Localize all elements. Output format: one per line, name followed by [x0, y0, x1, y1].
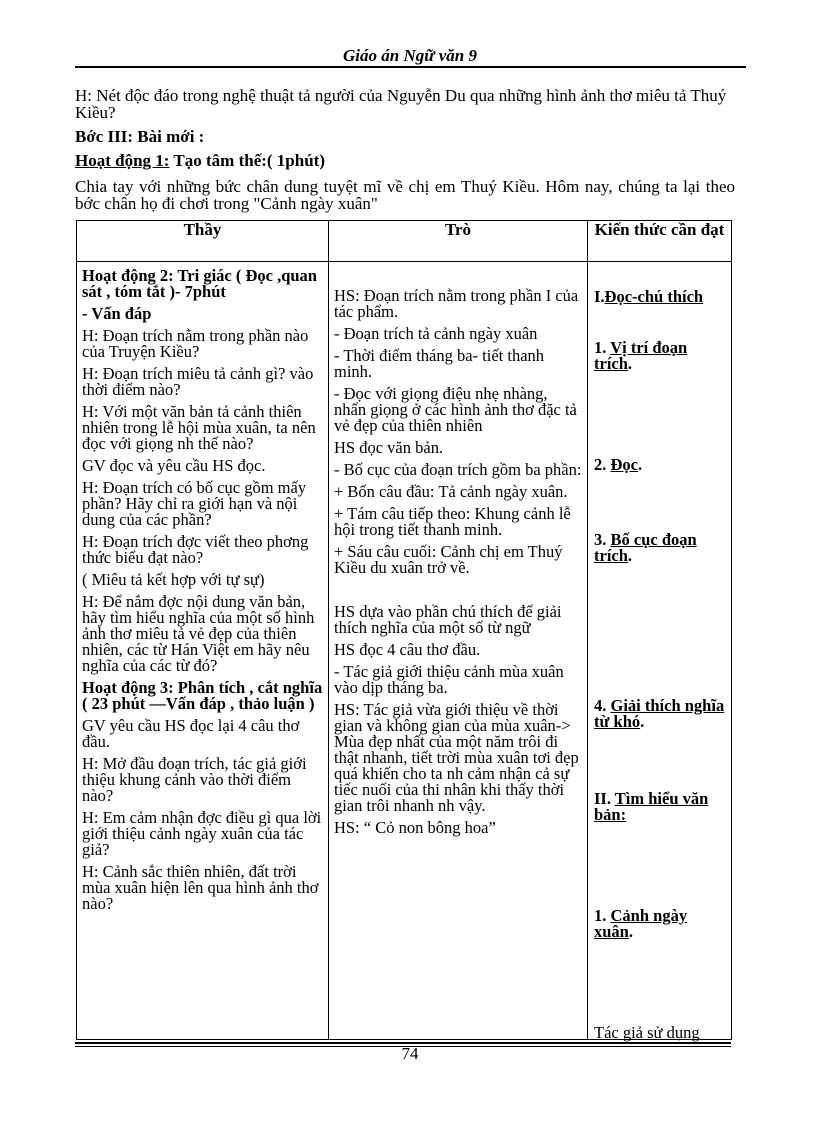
kt-tac-gia: Tác giả sử dụng: [594, 1023, 700, 1042]
header-thay: Thầy: [77, 221, 329, 262]
activity-1-rest: Tạo tâm thế:( 1phút): [169, 151, 325, 170]
kt-giai-thich: 4. Giải thích nghĩa từ khó.: [594, 696, 725, 731]
thay-item: H: Đoạn trích đợc viết theo phơng thức biểu đạt nào?: [82, 532, 309, 567]
thay-column: [77, 262, 329, 1040]
kt-doc-chu-thich: I.Đọc-chú thích: [594, 287, 704, 306]
kt-tim-hieu: II. Tìm hiểu văn bản:: [594, 789, 709, 824]
tro-item: - Đọc với giọng điệu nhẹ nhàng, nhấn giọng ở các hình ảnh thơ đặc tả vẻ đẹp của thiên nhiên: [334, 384, 577, 435]
tro-item: + Tám câu tiếp theo: Khung cảnh lễ hội trong tiết thanh minh.: [334, 504, 571, 539]
thay-item: H: Đoạn trích miêu tả cảnh gì? vào thời điểm nào?: [82, 364, 314, 399]
thay-item: Hoạt động 3: Phân tích , cắt nghĩa ( 23 phút —Vấn đáp , thảo luận ): [82, 678, 323, 713]
intro-paragraph: Chia tay với những bức chân dung tuyệt mĩ về chị em Thuý Kiều. Hôm nay, chúng ta lại theo bớc chân họ đi chơi trong "Cảnh ngày xuân": [75, 177, 735, 213]
thay-item: H: Để nắm đợc nội dung văn bản, hãy tìm hiểu nghĩa của một số hình ảnh thơ miêu tả vẻ đẹp của thiên nhiên, các từ Hán Việt em hãy nêu nghĩa của các từ đó?: [82, 592, 315, 675]
tro-item: HS: Tác giả vừa giới thiệu về thời gian và không gian của mùa xuân-> Mùa đẹp nhất của một năm trôi đi thật nhanh, tiết trời mùa xuân tơi đẹp quá khiến cho ta nh cảm nhận cả sự tiếc nuối của thi nhân khi thấy thời gian trôi nhanh nh vậy.: [334, 700, 579, 815]
tro-item: - Thời điểm tháng ba- tiết thanh minh.: [334, 346, 545, 381]
step-label: Bớc III: Bài mới :: [75, 127, 205, 146]
header-kien-thuc: Kiến thức cần đạt: [588, 221, 732, 262]
tro-item: HS dựa vào phần chú thích để giải thích nghĩa của một số từ ngữ: [334, 602, 562, 637]
tro-item: - Bố cục của đoạn trích gồm ba phần:: [334, 460, 582, 479]
thay-item: - Vấn đáp: [82, 304, 152, 323]
thay-item: ( Miêu tả kết hợp với tự sự): [82, 570, 265, 589]
thay-item: H: Mở đầu đoạn trích, tác giả giới thiệu khung cảnh vào thời điểm nào?: [82, 754, 307, 805]
thay-item: Hoạt động 2: Tri giác ( Đọc ,quan sát , tóm tắt )- 7phút: [82, 266, 317, 301]
tro-item: + Sáu câu cuối: Cảnh chị em Thuý Kiều du xuân trở về.: [334, 542, 563, 577]
activity-1-heading: [75, 152, 735, 169]
table-header-row: [77, 221, 732, 262]
thay-item: H: Đoạn trích nằm trong phần nào của Truyện Kiều?: [82, 326, 309, 361]
tro-item: - Tác giả giới thiệu cảnh mùa xuân vào dịp tháng ba.: [334, 662, 564, 697]
kt-canh-ngay-xuan: 1. Cảnh ngày xuân.: [594, 906, 688, 941]
tro-column: [329, 262, 588, 1040]
thay-item: H: Với một văn bản tả cảnh thiên nhiên trong lễ hội mùa xuân, ta nên đọc với giọng nh thế nào?: [82, 402, 316, 453]
thay-item: H: Cảnh sắc thiên nhiên, đất trời mùa xuân hiện lên qua hình ảnh thơ nào?: [82, 862, 319, 913]
tro-item: HS: “ Cỏ non bông hoa”: [334, 818, 496, 837]
thay-item: GV đọc và yêu cầu HS đọc.: [82, 456, 266, 475]
header-rule: [75, 66, 746, 68]
thay-item: GV yêu cầu HS đọc lại 4 câu thơ đầu.: [82, 716, 300, 751]
thay-item: H: Đoạn trích có bố cục gồm mấy phần? Hãy chỉ ra giới hạn và nội dung của các phần?: [82, 478, 307, 529]
page-number: 74: [401, 1044, 419, 1063]
tro-item: - Đoạn trích tả cảnh ngày xuân: [334, 324, 538, 343]
kt-bo-cuc: 3. Bố cục đoạn trích.: [594, 530, 697, 565]
activity-1-label: Hoạt động 1:: [75, 151, 170, 170]
page-header-title: Giáo án Ngữ văn 9: [343, 46, 477, 65]
tro-item: HS đọc văn bản.: [334, 438, 444, 457]
tro-item: HS đọc 4 câu thơ đầu.: [334, 640, 481, 659]
header-tro: Trò: [329, 221, 588, 262]
kt-doc: 2. Đọc.: [594, 455, 643, 474]
tro-item: HS: Đoạn trích nằm trong phần I của tác phẩm.: [334, 286, 579, 321]
tro-item: + Bốn câu đầu: Tả cảnh ngày xuân.: [334, 482, 568, 501]
kt-vi-tri: 1. Vị trí đoạn trích.: [594, 338, 688, 373]
intro-question: H: Nét độc đáo trong nghệ thuật tả người của Nguyễn Du qua những hình ảnh thơ miêu tả Thuý Kiều?: [75, 86, 727, 122]
thay-item: H: Em cảm nhận đợc điều gì qua lời giới thiệu cảnh ngày xuân của tác giả?: [82, 808, 322, 859]
